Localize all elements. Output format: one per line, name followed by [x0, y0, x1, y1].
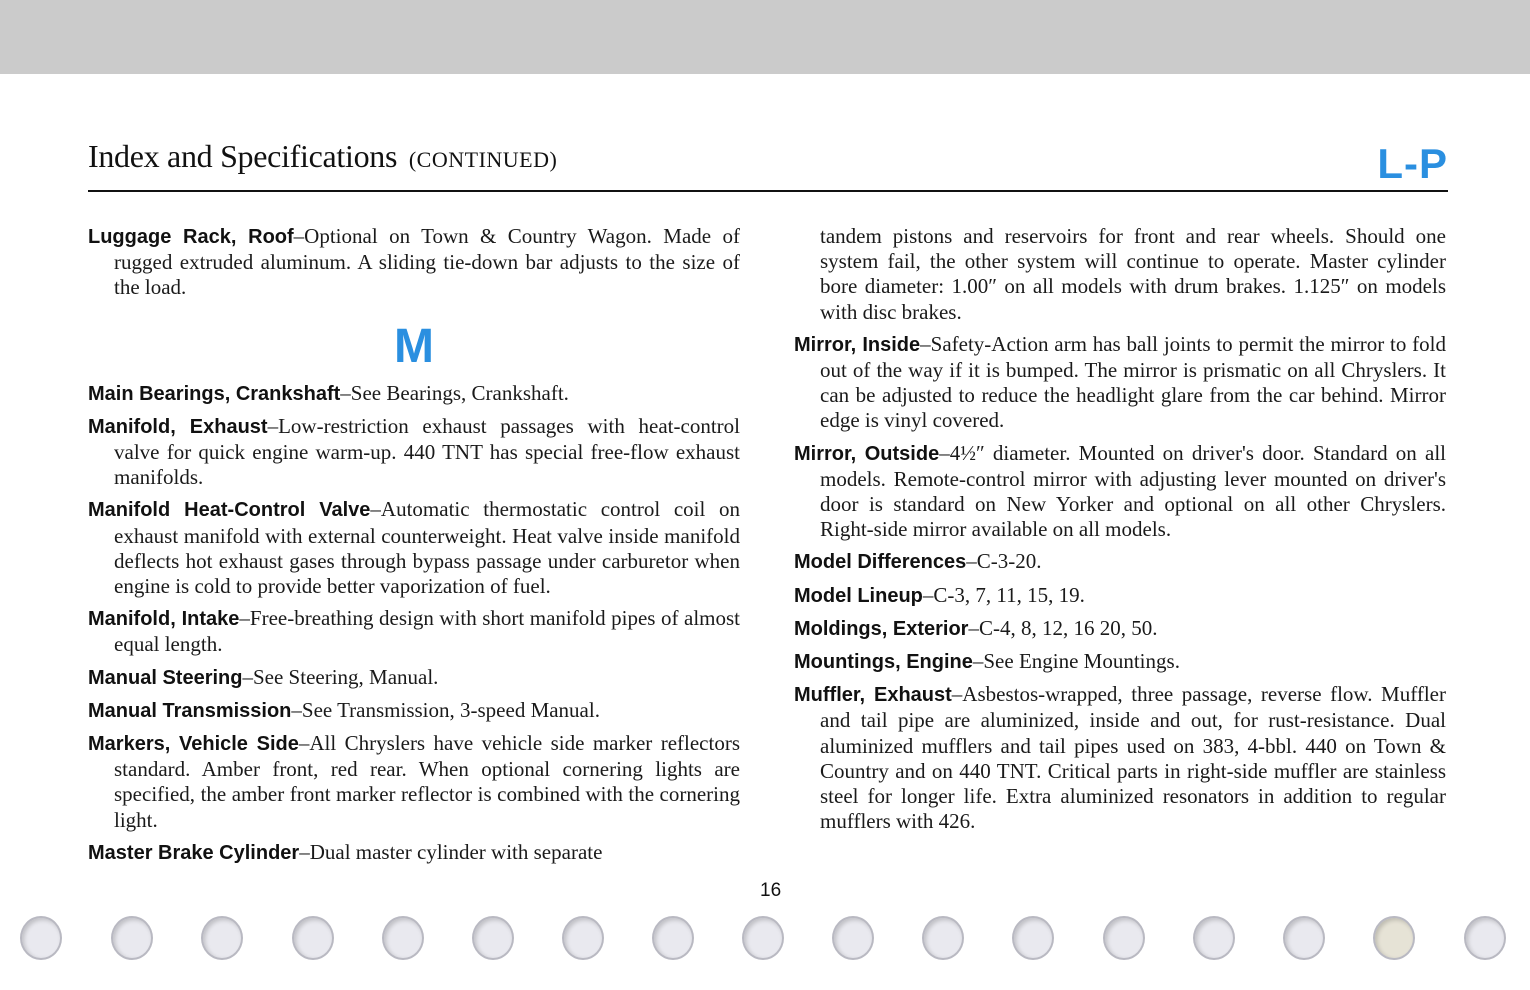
binder-hole [1464, 916, 1506, 960]
index-entry [88, 731, 740, 833]
entry-text: –Asbestos-wrapped, three passage, reverse flow. Muffler and tail pipe are aluminized, inside and out, for rust-resistance. Dual aluminized mufflers and tail pipes used on 383, 4-bbl. 440 on Town & Country and on 440 TNT. Critical parts in right-side muffler are stainless steel for longer life. Extra aluminized resonators in addition to regular mufflers with 426. [820, 682, 1446, 834]
entry-text: –Dual master cylinder with separate [299, 839, 603, 864]
binder-holes [0, 916, 1530, 964]
binder-hole [1103, 916, 1145, 960]
entry-term: Master Brake Cylinder [88, 841, 300, 864]
index-entry [794, 649, 1446, 675]
entry-term: Main Bearings, Crankshaft [88, 382, 341, 405]
index-entry [88, 665, 740, 691]
index-entry [794, 441, 1446, 543]
entry-text: –Low-restriction exhaust passages with heat-control valve for quick engine warm-up. 440 TNT has special free-flow exhaust manifolds. [114, 413, 740, 490]
right-column [794, 224, 1446, 841]
entry-term: Markers, Vehicle Side [88, 733, 299, 756]
binder-hole [472, 916, 514, 960]
entry-term: Manifold, Exhaust [88, 415, 268, 438]
entry-text: –4½″ diameter. Mounted on driver's door. Standard on all models. Remote-control mirror with adjusting lever mounted on driver's door is standard on New Yorker and optional on all other Chryslers. Right-side mirror available on all models. [820, 440, 1446, 542]
scan-top-band [0, 0, 1530, 74]
page-title-text: Index and Specifications [88, 138, 398, 174]
header-rule [88, 190, 1448, 192]
entry-text: –C-3-20. [966, 549, 1042, 574]
entry-text: –Optional on Town & Country Wagon. Made of rugged extruded aluminum. A sliding tie-down bar adjusts to the size of the load. [114, 224, 740, 300]
index-entry [88, 698, 740, 724]
entry-term: Luggage Rack, Roof [88, 226, 294, 248]
continued-entry-text: tandem pistons and reservoirs for front and rear wheels. Should one system fail, the other system will continue to operate. Master cylinder bore diameter: 1.00″ on all models with drum brakes. 1.125″ on models with disc brakes. [820, 224, 1446, 324]
entry-term: Mountings, Engine [794, 651, 973, 674]
index-entry [88, 606, 740, 657]
index-entry [794, 616, 1446, 642]
entry-text: –Automatic thermostatic control coil on exhaust manifold with external counterweight. Heat valve inside manifold deflects hot exhaust gases through bypass passage under carburetor when engine is cold to provide better vaporization of fuel. [114, 497, 740, 599]
entry-text: –C-3, 7, 11, 15, 19. [922, 582, 1085, 607]
binder-hole [382, 916, 424, 960]
entry-text: –Free-breathing design with short manifold pipes of almost equal length. [114, 606, 740, 657]
binder-hole [922, 916, 964, 960]
entry-text: –See Engine Mountings. [972, 649, 1180, 674]
entry-term: Moldings, Exterior [794, 617, 969, 640]
entry-term: Manual Transmission [88, 699, 292, 722]
index-entry [88, 840, 740, 866]
index-entry [794, 682, 1446, 834]
index-entry [794, 549, 1446, 575]
entry-term: Manual Steering [88, 666, 243, 689]
binder-hole [652, 916, 694, 960]
entry-term: Mirror, Inside [794, 333, 921, 356]
index-entry [88, 224, 740, 301]
entry-text: –C-4, 8, 12, 16 20, 50. [968, 615, 1158, 640]
entry-term: Mirror, Outside [794, 442, 940, 465]
index-entry [88, 414, 740, 491]
page-title-suffix: (CONTINUED) [408, 147, 558, 172]
section-range-label: L-P [1377, 140, 1448, 187]
entry-term: Manifold, Intake [88, 608, 240, 631]
entry-text: –All Chryslers have vehicle side marker reflectors standard. Amber front, red rear. When optional cornering lights are specified, the amber front marker reflector is combined with the cornering light. [114, 731, 740, 832]
index-entry [794, 332, 1446, 434]
entry-term: Muffler, Exhaust [794, 684, 952, 707]
page-title [88, 138, 557, 175]
index-entry [88, 497, 740, 599]
binder-hole [1283, 916, 1325, 960]
page-number: 16 [760, 880, 782, 901]
binder-hole [832, 916, 874, 960]
entry-text: –See Bearings, Crankshaft. [340, 380, 569, 405]
index-entry [794, 583, 1446, 609]
entry-text: –Safety-Action arm has ball joints to permit the mirror to fold out of the way if it is bumped. The mirror is prismatic on all Chryslers. It can be adjusted to reduce the headlight glare from the car behind. Mirror edge is vinyl covered. [820, 331, 1446, 433]
binder-hole [20, 916, 62, 960]
entry-text: –See Transmission, 3-speed Manual. [291, 697, 600, 722]
binder-hole [201, 916, 243, 960]
entry-term: Model Lineup [794, 584, 923, 607]
entry-text: –See Steering, Manual. [242, 664, 439, 689]
binder-hole [1193, 916, 1235, 960]
entry-term: Manifold Heat-Control Valve [88, 499, 371, 522]
entry-term: Model Differences [794, 551, 967, 574]
binder-hole [742, 916, 784, 960]
index-entry [88, 381, 740, 407]
binder-hole [292, 916, 334, 960]
left-column [88, 224, 740, 873]
binder-hole [562, 916, 604, 960]
letter-heading: M [394, 319, 434, 373]
binder-hole [1373, 916, 1415, 960]
binder-hole [1012, 916, 1054, 960]
binder-hole [111, 916, 153, 960]
